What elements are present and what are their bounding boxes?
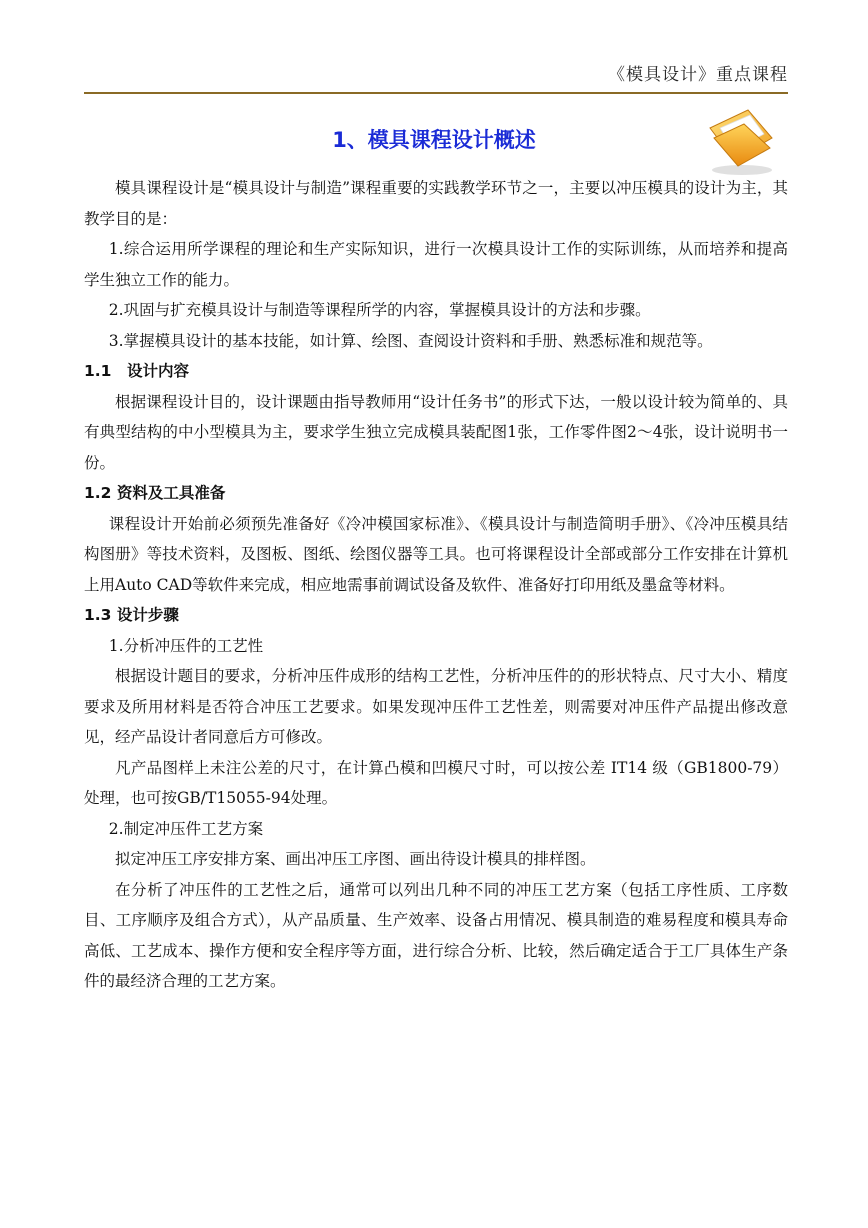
step-2-paragraph-2: 在分析了冲压件的工艺性之后，通常可以列出几种不同的冲压工艺方案（包括工序性质、工序数目、工序顺序及组合方式），从产品质量、生产效率、设备占用情况、模具制造的难易程度和模具寿命高低、工艺成本、操作方便和安全程序等方面，进行综合分析、比较，然后确定适合于工厂具体生产条件的最经济合理的工艺方案。 bbox=[84, 880, 788, 990]
goal-2: 2.巩固与扩充模具设计与制造等课程所学的内容，掌握模具设计的方法和步骤。 bbox=[108, 301, 651, 319]
header-rule bbox=[84, 92, 788, 94]
document-body bbox=[84, 173, 788, 997]
section-1-1-heading: 1.1 设计内容 bbox=[84, 362, 189, 380]
step-2-paragraph-1: 拟定冲压工序安排方案、画出冲压工序图、画出待设计模具的排样图。 bbox=[115, 850, 596, 868]
section-1-2-text: 课程设计开始前必须预先准备好《冷冲模国家标准》、《模具设计与制造简明手册》、《冷冲压模具结构图册》等技术资料，及图板、图纸、绘图仪器等工具。也可将课程设计全部或部分工作安排在计算机上用Auto CAD等软件来完成，相应地需事前调试设备及软件、准备好打印用纸及墨盒等材料。 bbox=[84, 514, 788, 594]
step-2-title: 2.制定冲压件工艺方案 bbox=[108, 819, 264, 838]
step-1-paragraph-2: 凡产品图样上未注公差的尺寸，在计算凸模和凹模尺寸时，可以按公差 IT14 级（GB1800-79）处理，也可按GB/T15055-94处理。 bbox=[84, 758, 788, 807]
goal-3: 3.掌握模具设计的基本技能，如计算、绘图、查阅设计资料和手册、熟悉标准和规范等。 bbox=[108, 331, 713, 350]
section-1-1-text: 根据课程设计目的，设计课题由指导教师用“设计任务书”的形式下达，一般以设计较为简单的、具有典型结构的中小型模具为主，要求学生独立完成模具装配图1张，工作零件图2～4张，设计说明书一份。 bbox=[84, 392, 788, 472]
section-1-2-heading: 1.2 资料及工具准备 bbox=[84, 484, 226, 502]
page-header: 《模具设计》重点课程 bbox=[608, 65, 788, 85]
step-1-paragraph-1: 根据设计题目的要求，分析冲压件成形的结构工艺性，分析冲压件的的形状特点、尺寸大小、精度要求及所用材料是否符合冲压工艺要求。如果发现冲压件工艺性差，则需要对冲压件产品提出修改意见，经产品设计者同意后方可修改。 bbox=[84, 667, 788, 746]
page-title: 1、模具课程设计概述 bbox=[332, 128, 536, 152]
intro-paragraph: 模具课程设计是“模具设计与制造”课程重要的实践教学环节之一，主要以冲压模具的设计为主，其教学目的是： bbox=[84, 179, 788, 228]
goal-1: 1.综合运用所学课程的理论和生产实际知识，进行一次模具设计工作的实际训练，从而培养和提高学生独立工作的能力。 bbox=[84, 240, 788, 289]
step-1-title: 1.分析冲压件的工艺性 bbox=[108, 636, 264, 655]
section-1-3-heading: 1.3 设计步骤 bbox=[84, 606, 179, 624]
